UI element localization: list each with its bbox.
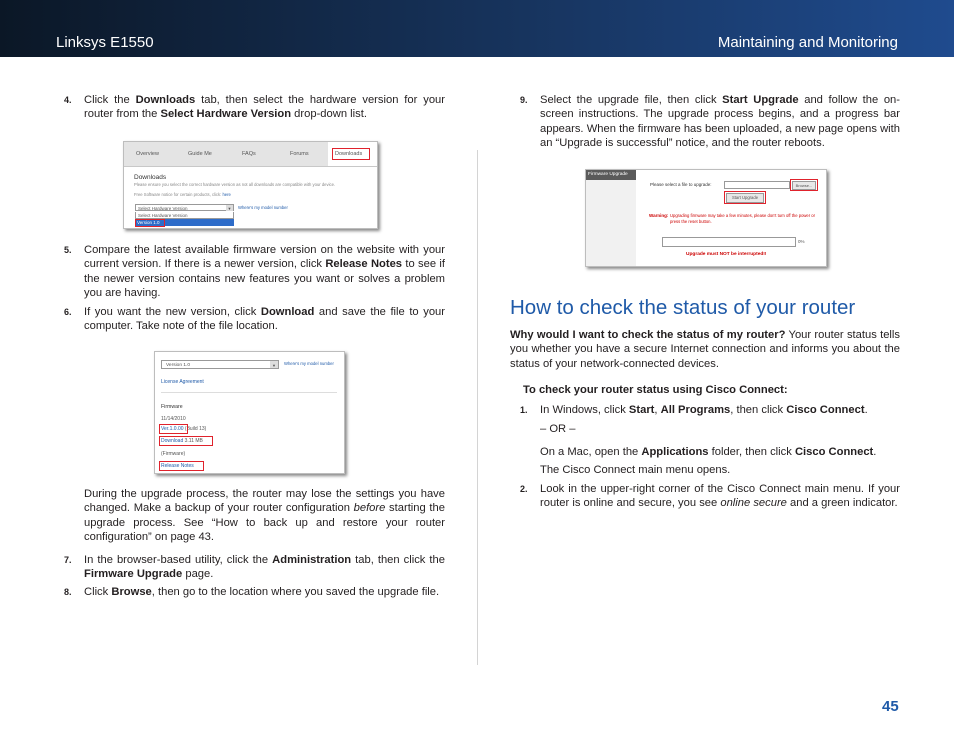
- file-path-input[interactable]: [724, 181, 790, 189]
- chevron-down-icon[interactable]: ▼: [227, 206, 232, 211]
- start-upgrade-button[interactable]: Start Upgrade: [726, 193, 764, 203]
- tab-guide-me[interactable]: Guide Me: [188, 151, 212, 157]
- step-5-text: Compare the latest available firmware version on the website with your current version. If there is a newer version, click Release Notes to see if the newer version contains new features you want or solves a problem you are having.: [84, 244, 445, 300]
- left-column-lower: [64, 487, 445, 600]
- model-number-link[interactable]: Where's my model number: [284, 361, 334, 366]
- hardware-version-select[interactable]: Select Hardware Version ▼: [135, 204, 234, 211]
- progress-bar: [662, 237, 796, 247]
- firmware-label: Firmware: [161, 404, 183, 410]
- step-7: 7. In the browser-based utility, click the Administration tab, then click the Firmware Upgrade page.: [64, 553, 445, 581]
- download-link[interactable]: Download 3.11 MB: [161, 438, 203, 444]
- left-column-steps: [64, 243, 445, 333]
- firmware-date: 11/14/2010: [161, 416, 186, 422]
- subheading: To check your router status using Cisco Connect:: [523, 384, 788, 397]
- step-9-text: Select the upgrade file, then click Start Upgrade and follow the on-screen instructions. The upgrade process begins, and a progress bar appears. When the firmware has been uploaded, a new page opens with an “Upgrade is successful” notice, and the router reboots.: [540, 94, 900, 150]
- model-number-link[interactable]: Where's my model number: [238, 205, 288, 210]
- status-step-1-text: In Windows, click Start, All Programs, then click Cisco Connect.: [540, 404, 868, 417]
- intro-paragraph: Why would I want to check the status of my router? Your router status tells you whether you have a secure Internet connection and informs you about the status of your network-connected devices.: [510, 329, 900, 370]
- interrupt-warning: Upgrade must NOT be interrupted!!: [686, 252, 767, 257]
- left-column: [64, 93, 445, 122]
- firmware-screenshot: [154, 351, 345, 474]
- right-column-lower: [510, 328, 900, 510]
- status-step-1: 1. In Windows, click Start, All Programs, then click Cisco Connect.: [520, 403, 900, 417]
- downloads-line1: Please ensure you select the correct hardware version as not all downloads are compatible with your device.: [134, 182, 336, 187]
- warning-label: Warning:: [649, 213, 669, 218]
- page-header: [0, 0, 954, 57]
- step-5: 5. Compare the latest available firmware version on the website with your current version. If there is a newer version, click Release Notes to see if the newer version contains new features you want or solves a problem you are having.: [64, 244, 445, 300]
- column-divider: [477, 150, 478, 665]
- right-column: [520, 93, 900, 151]
- status-step-2-text: Look in the upper-right corner of the Cisco Connect main menu. If your router is online and secure, you see online secure and a green indicator.: [540, 482, 900, 510]
- section-heading: How to check the status of your router: [510, 296, 856, 319]
- tab-faqs[interactable]: FAQs: [242, 151, 256, 157]
- start-upgrade-highlight: [724, 191, 766, 204]
- version-highlight: [159, 424, 188, 434]
- release-notes-link[interactable]: Release Notes: [161, 463, 194, 469]
- downloads-highlight: [332, 148, 370, 160]
- menu-opens-note: The Cisco Connect main menu opens.: [540, 463, 731, 476]
- tab-overview[interactable]: Overview: [136, 151, 159, 157]
- firmware-type: (Firmware): [161, 451, 186, 457]
- step-8: 8. Click Browse, then go to the location where you saved the upgrade file.: [64, 585, 445, 599]
- section-title: Maintaining and Monitoring: [717, 34, 898, 51]
- version-highlight: [135, 219, 165, 227]
- version-select[interactable]: Version 1.0 ▼: [161, 360, 279, 369]
- license-agreement-link[interactable]: License Agreement: [161, 379, 204, 385]
- tab-forums[interactable]: Forums: [290, 151, 309, 157]
- option-version-1[interactable]: Version 1.0: [135, 219, 234, 226]
- step-4: 4. Click the Downloads tab, then select the hardware version for your router from the Select Hardware Version drop-down list.: [64, 94, 445, 121]
- step-4-text: Click the Downloads tab, then select the hardware version for your router from the Select Hardware Version drop-down list.: [84, 94, 445, 121]
- step-6-text: If you want the new version, click Download and save the file to your computer. Take note of the file location.: [84, 305, 445, 333]
- status-step-2: 2. Look in the upper-right corner of the Cisco Connect main menu. If your router is online and secure, you see online secure and a green indicator.: [520, 482, 900, 510]
- mac-instruction: On a Mac, open the Applications folder, then click Cisco Connect.: [540, 445, 877, 458]
- release-notes-highlight: [159, 461, 204, 471]
- step-7-text: In the browser-based utility, click the Administration tab, then click the Firmware Upgrade page.: [84, 553, 445, 581]
- browse-highlight: [790, 179, 818, 191]
- warning-text: Upgrading firmware may take a few minutes, please don't turn off the power or press the reset button.: [670, 213, 816, 224]
- downloads-heading: Downloads: [134, 174, 167, 181]
- downloads-line2: Free Software notice for certain products, click: here: [134, 192, 231, 197]
- upgrade-screenshot: [585, 169, 827, 267]
- downloads-screenshot: [123, 141, 378, 229]
- download-highlight: [159, 436, 213, 446]
- sidebar-firmware-upgrade[interactable]: Firmware Upgrade: [588, 172, 628, 177]
- step-6: 6. If you want the new version, click Download and save the file to your computer. Take note of the file location.: [64, 305, 445, 333]
- firmware-version: Ver.1.0.00 (Build 13): [161, 426, 207, 432]
- upgrade-prompt: Please select a file to upgrade:: [650, 182, 712, 187]
- option-select-hardware[interactable]: Select Hardware Version: [135, 212, 234, 219]
- browse-button[interactable]: Browse...: [792, 181, 816, 190]
- chevron-down-icon[interactable]: ▼: [270, 361, 278, 368]
- progress-percent: 0%: [798, 239, 805, 244]
- step-9: 9. Select the upgrade file, then click Start Upgrade and follow the on-screen instructions. The upgrade process begins, and a progress bar appears. When the firmware has been uploaded, a new page opens with an “Upgrade is successful” notice, and the router reboots.: [520, 94, 900, 150]
- upgrade-note: During the upgrade process, the router may lose the settings you have changed. Make a backup of your router configuration before starting the upgrade process. See “How to back up and restore your router configuration” on page 43.: [84, 488, 445, 544]
- or-separator: – OR –: [540, 422, 576, 435]
- page-number: 45: [882, 698, 899, 715]
- step-8-text: Click Browse, then go to the location where you saved the upgrade file.: [84, 586, 440, 599]
- product-name: Linksys E1550: [56, 34, 154, 51]
- tab-downloads[interactable]: Downloads: [335, 151, 363, 157]
